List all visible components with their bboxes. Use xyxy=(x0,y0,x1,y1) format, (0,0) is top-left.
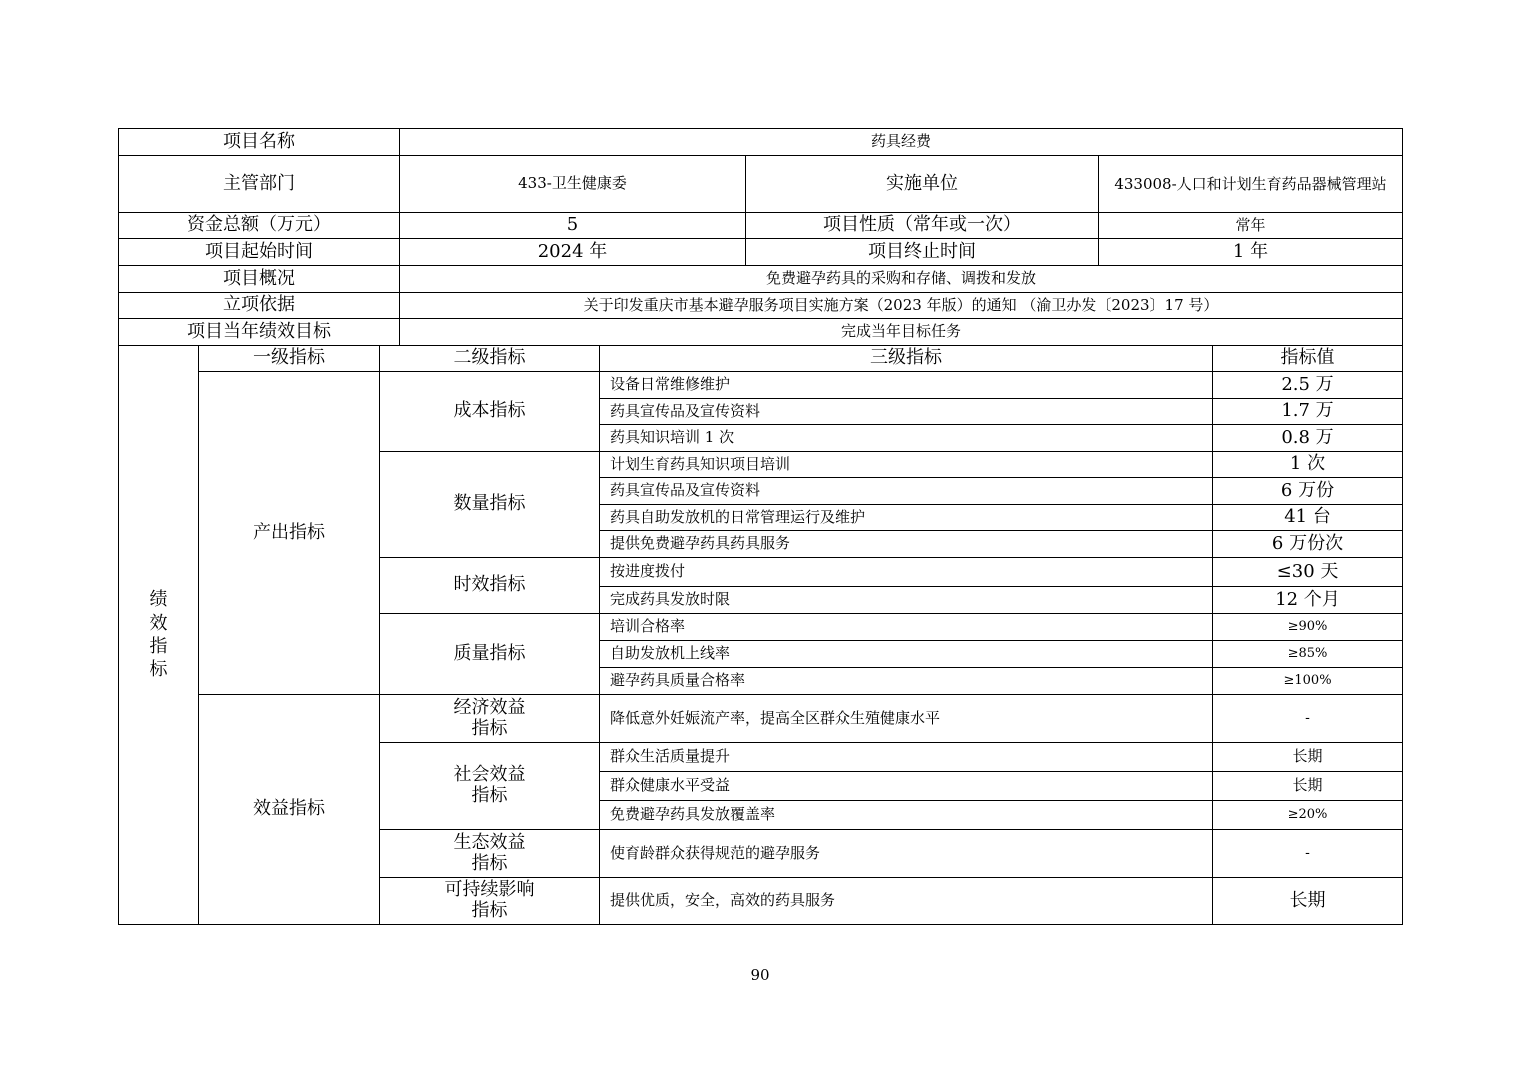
row-project-name xyxy=(119,129,1403,156)
level3-name: 完成药具发放时限 xyxy=(600,587,1213,614)
indicator-value: ≥90% xyxy=(1213,614,1403,641)
performance-target-sheet xyxy=(118,128,1402,925)
col-value-header: 指标值 xyxy=(1213,346,1403,372)
level3-name: 免费避孕药具发放覆盖率 xyxy=(600,801,1213,830)
level3-name: 使育龄群众获得规范的避孕服务 xyxy=(600,830,1213,878)
funds-label: 资金总额（万元） xyxy=(119,213,400,239)
indicator-value: 长期 xyxy=(1213,878,1403,925)
level3-name: 药具宣传品及宣传资料 xyxy=(600,399,1213,425)
indicator-value: 6 万份次 xyxy=(1213,531,1403,558)
performance-table xyxy=(118,128,1403,925)
level3-name: 群众生活质量提升 xyxy=(600,743,1213,772)
level2-timeliness: 时效指标 xyxy=(380,558,600,614)
funds-value: 5 xyxy=(400,213,746,239)
impl-unit-label: 实施单位 xyxy=(746,156,1099,213)
col-level2-header: 二级指标 xyxy=(380,346,600,372)
basis-value: 关于印发重庆市基本避孕服务项目实施方案（2023 年版）的通知 （渝卫办发〔2023〕17 号） xyxy=(400,293,1403,319)
start-label: 项目起始时间 xyxy=(119,239,400,266)
indicator-value: 12 个月 xyxy=(1213,587,1403,614)
row-overview xyxy=(119,266,1403,293)
indicator-value: 0.8 万 xyxy=(1213,425,1403,452)
overview-value: 免费避孕药具的采购和存储、调拨和发放 xyxy=(400,266,1403,293)
indicator-value: ≥100% xyxy=(1213,668,1403,695)
project-name-value: 药具经费 xyxy=(400,129,1403,156)
level2-social: 社会效益 指标 xyxy=(380,743,600,830)
indicator-value: 长期 xyxy=(1213,772,1403,801)
level2-quantity: 数量指标 xyxy=(380,452,600,558)
level3-name: 自助发放机上线率 xyxy=(600,641,1213,668)
start-value: 2024 年 xyxy=(400,239,746,266)
indicator-value: 6 万份 xyxy=(1213,478,1403,505)
nature-label: 项目性质（常年或一次） xyxy=(746,213,1099,239)
level3-name: 降低意外妊娠流产率，提高全区群众生殖健康水平 xyxy=(600,695,1213,743)
indicator-value: 长期 xyxy=(1213,743,1403,772)
goal-label: 项目当年绩效目标 xyxy=(119,319,400,346)
basis-label: 立项依据 xyxy=(119,293,400,319)
page-number: 90 xyxy=(750,966,770,984)
level2-cost: 成本指标 xyxy=(380,372,600,452)
indicators-side-label: 绩 效 指 标 xyxy=(119,346,199,925)
project-name-label: 项目名称 xyxy=(119,129,400,156)
level3-name: 药具自助发放机的日常管理运行及维护 xyxy=(600,505,1213,531)
dept-value: 433-卫生健康委 xyxy=(400,156,746,213)
indicator-value: 41 台 xyxy=(1213,505,1403,531)
level1-output: 产出指标 xyxy=(199,372,380,695)
row-department xyxy=(119,156,1403,213)
level1-benefit: 效益指标 xyxy=(199,695,380,925)
indicator-value: ≤30 天 xyxy=(1213,558,1403,587)
col-level3-header: 三级指标 xyxy=(600,346,1213,372)
indicator-value: ≥85% xyxy=(1213,641,1403,668)
level3-name: 培训合格率 xyxy=(600,614,1213,641)
level3-name: 药具知识培训 1 次 xyxy=(600,425,1213,452)
dept-label: 主管部门 xyxy=(119,156,400,213)
level3-name: 提供免费避孕药具药具服务 xyxy=(600,531,1213,558)
indicator-value: 1 次 xyxy=(1213,452,1403,478)
table-row xyxy=(119,372,1403,399)
level3-name: 按进度拨付 xyxy=(600,558,1213,587)
level3-name: 避孕药具质量合格率 xyxy=(600,668,1213,695)
indicator-value: - xyxy=(1213,830,1403,878)
row-period xyxy=(119,239,1403,266)
row-indicator-headers xyxy=(119,346,1403,372)
end-value: 1 年 xyxy=(1099,239,1403,266)
level2-sustainable: 可持续影响 指标 xyxy=(380,878,600,925)
indicator-value: - xyxy=(1213,695,1403,743)
indicator-value: 1.7 万 xyxy=(1213,399,1403,425)
table-row xyxy=(119,695,1403,743)
indicator-value: 2.5 万 xyxy=(1213,372,1403,399)
impl-unit-value: 433008-人口和计划生育药品器械管理站 xyxy=(1099,156,1403,213)
level2-ecological: 生态效益 指标 xyxy=(380,830,600,878)
end-label: 项目终止时间 xyxy=(746,239,1099,266)
level2-quality: 质量指标 xyxy=(380,614,600,695)
goal-value: 完成当年目标任务 xyxy=(400,319,1403,346)
level3-name: 设备日常维修维护 xyxy=(600,372,1213,399)
col-level1-header: 一级指标 xyxy=(199,346,380,372)
level3-name: 计划生育药具知识项目培训 xyxy=(600,452,1213,478)
level2-economic: 经济效益 指标 xyxy=(380,695,600,743)
level3-name: 提供优质，安全，高效的药具服务 xyxy=(600,878,1213,925)
row-goal xyxy=(119,319,1403,346)
nature-value: 常年 xyxy=(1099,213,1403,239)
level3-name: 药具宣传品及宣传资料 xyxy=(600,478,1213,505)
overview-label: 项目概况 xyxy=(119,266,400,293)
row-funds xyxy=(119,213,1403,239)
row-basis xyxy=(119,293,1403,319)
level3-name: 群众健康水平受益 xyxy=(600,772,1213,801)
indicator-value: ≥20% xyxy=(1213,801,1403,830)
